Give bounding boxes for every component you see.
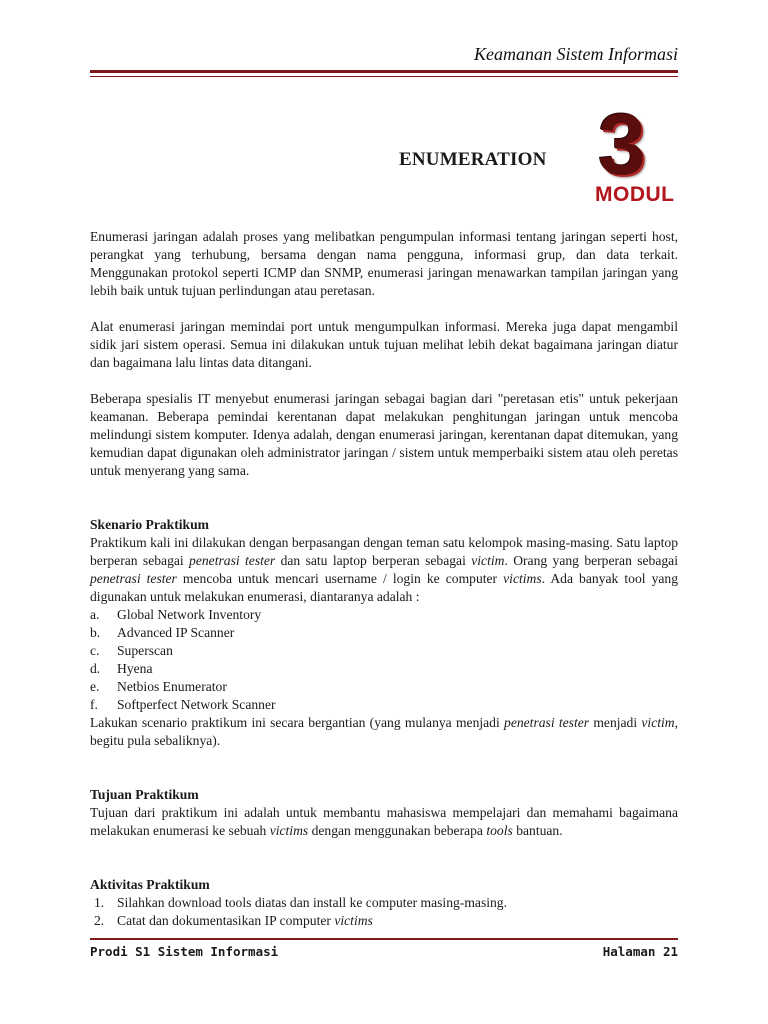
tujuan-paragraph: Tujuan dari praktikum ini adalah untuk membantu mahasiswa mempelajari dan memahami bagaimana melakukan enumerasi ke sebuah victims dengan menggunakan beberapa tools bantuan. [90,805,678,838]
aktivitas-list [90,894,678,930]
footer-rule [90,938,678,940]
module-title: ENUMERATION [399,149,547,170]
intro-paragraph-3: Beberapa spesialis IT menyebut enumerasi jaringan sebagai bagian dari "peretasan etis" untuk pekerjaan keamanan. Beberapa pemindai kerentanan dapat melakukan penghitungan jaringan untuk mencoba melindungi sistem komputer. Idenya adalah, dengan enumerasi jaringan, kerentanan dapat ditemukan, yang kemudian dapat digunakan oleh administrator jaringan / sistem untuk memperbaiki sistem atau oleh peretas untuk menyerang yang sama. [90,391,678,478]
section-heading-skenario: Skenario Praktikum [90,517,209,532]
module-label: MODUL [595,183,675,206]
header-rule [90,70,678,73]
list-item: f. Softperfect Network Scanner [90,697,276,712]
intro-paragraph-2: Alat enumerasi jaringan memindai port untuk mengumpulkan informasi. Mereka juga dapat mengambil sidik jari sistem operasi. Semua ini dilakukan untuk tujuan melihat lebih dekat bagaimana jaringan diatur dan bagaimana lalu lintas data ditangani. [90,319,678,370]
list-item: e. Netbios Enumerator [90,679,227,694]
header-rule-thin [90,76,678,77]
footer-program: Prodi S1 Sistem Informasi [90,944,279,959]
intro-paragraph-1: Enumerasi jaringan adalah proses yang melibatkan pengumpulan informasi tentang jaringan seperti host, perangkat yang terhubung, bersama dengan nama pengguna, informasi grup, dan data terkait. Menggunakan protokol seperti ICMP dan SNMP, enumerasi jaringan menawarkan tampilan jaringan yang lebih baik untuk tujuan perlindungan atau peretasan. [90,229,678,298]
list-item: b. Advanced IP Scanner [90,625,235,640]
skenario-closing: Lakukan scenario praktikum ini secara bergantian (yang mulanya menjadi penetrasi tester menjadi victim, begitu pula sebaliknya). [90,715,679,748]
list-item: a. Global Network Inventory [90,607,262,622]
section-heading-aktivitas: Aktivitas Praktikum [90,877,210,892]
list-item: c. Superscan [90,643,173,658]
list-item: 2. Catat dan dokumentasikan IP computer victims [94,913,373,928]
list-item: 1. Silahkan download tools diatas dan install ke computer masing-masing. [94,895,507,910]
list-item: d. Hyena [90,661,153,676]
footer-page-number: Halaman 21 [602,944,678,959]
tools-list [90,606,678,714]
section-heading-tujuan: Tujuan Praktikum [90,787,199,802]
skenario-paragraph: Praktikum kali ini dilakukan dengan berpasangan dengan teman satu kelompok masing-masing. Satu laptop berperan sebagai penetrasi tester dan satu laptop berperan sebagai victim. Orang yang berperan sebagai penetrasi tester mencoba untuk mencari username / login ke computer victims. Ada banyak tool yang digunakan untuk melakukan enumerasi, diantaranya adalah : [90,535,678,604]
module-number: 3 [598,97,646,193]
running-header-title: Keamanan Sistem Informasi [474,44,678,64]
document-body [90,228,678,930]
